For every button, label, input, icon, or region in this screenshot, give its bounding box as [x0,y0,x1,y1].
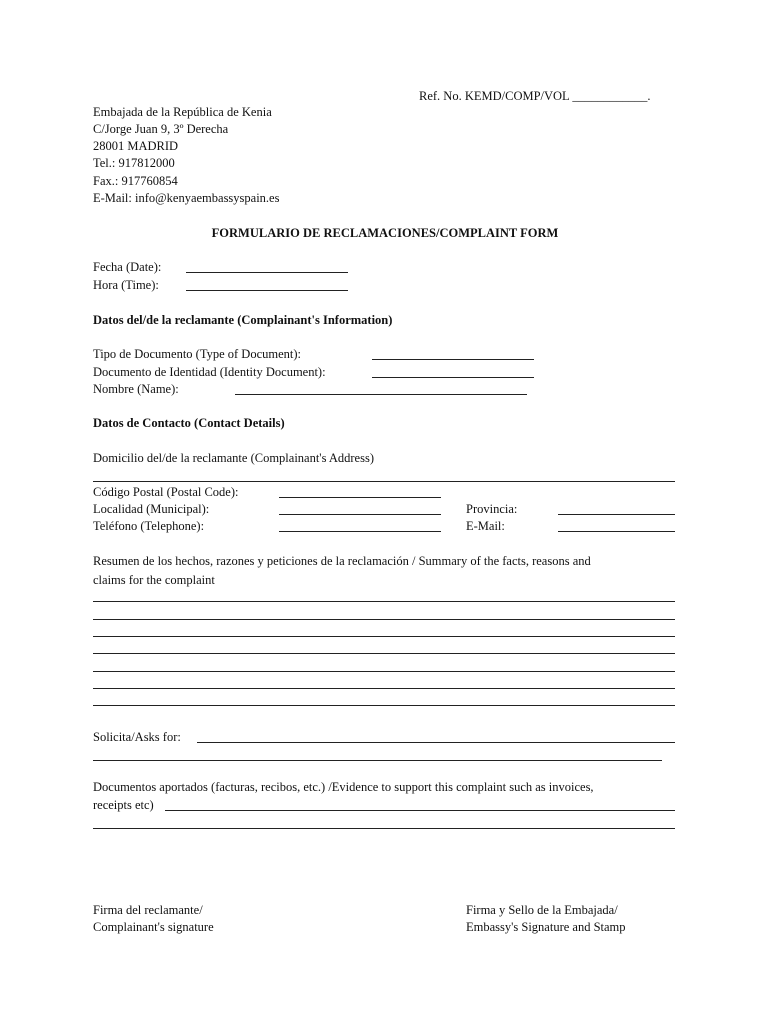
address-label: Domicilio del/de la reclamante (Complainant's Address) [93,451,374,465]
embassy-email: E-Mail: info@kenyaembassyspain.es [93,191,280,205]
evidence-field-line2[interactable] [93,828,675,829]
summary-line[interactable] [93,601,675,602]
complainant-signature-label-line2: Complainant's signature [93,920,214,934]
locality-field[interactable] [279,514,441,515]
asks-field-line2[interactable] [93,760,662,761]
embassy-street: C/Jorge Juan 9, 3º Derecha [93,122,229,136]
doc-type-label: Tipo de Documento (Type of Document): [93,347,302,361]
complainant-signature-label-line1: Firma del reclamante/ [93,903,203,917]
summary-line[interactable] [93,688,675,689]
province-field[interactable] [558,514,675,515]
summary-label-line2: claims for the complaint [93,573,215,587]
postal-code-label: Código Postal (Postal Code): [93,485,239,499]
email-label: E-Mail: [466,519,505,533]
embassy-fax: Fax.: 917760854 [93,174,178,188]
email-field[interactable] [558,531,675,532]
summary-line[interactable] [93,671,675,672]
summary-line[interactable] [93,653,675,654]
name-field[interactable] [235,394,527,395]
asks-label: Solicita/Asks for: [93,730,181,744]
contact-heading: Datos de Contacto (Contact Details) [93,416,285,430]
summary-line[interactable] [93,705,675,706]
asks-field-line1[interactable] [197,742,675,743]
embassy-signature-label-line2: Embassy's Signature and Stamp [466,920,626,934]
embassy-tel: Tel.: 917812000 [93,156,175,170]
embassy-name: Embajada de la República de Kenia [93,105,272,119]
evidence-field-line1[interactable] [165,810,675,811]
reference-number: Ref. No. KEMD/COMP/VOL ____________. [419,89,651,103]
embassy-signature-label-line1: Firma y Sello de la Embajada/ [466,903,618,917]
complainant-heading: Datos del/de la reclamante (Complainant's Information) [93,313,393,327]
address-field[interactable] [93,481,675,482]
embassy-city: 28001 MADRID [93,139,179,153]
summary-line[interactable] [93,619,675,620]
form-title: FORMULARIO DE RECLAMACIONES/COMPLAINT FORM [211,226,559,240]
doc-type-field[interactable] [372,359,534,360]
date-field[interactable] [186,272,348,273]
province-label: Provincia: [466,502,518,516]
time-field[interactable] [186,290,348,291]
name-label: Nombre (Name): [93,382,179,396]
telephone-field[interactable] [279,531,441,532]
identity-doc-label: Documento de Identidad (Identity Document): [93,365,326,379]
time-label: Hora (Time): [93,278,159,292]
evidence-label-line2: receipts etc) [93,798,154,812]
evidence-label-line1: Documentos aportados (facturas, recibos, etc.) /Evidence to support this complaint such as invoices, [93,780,594,794]
summary-label-line1: Resumen de los hechos, razones y peticiones de la reclamación / Summary of the facts, reasons and [93,554,591,568]
locality-label: Localidad (Municipal): [93,502,210,516]
telephone-label: Teléfono (Telephone): [93,519,205,533]
identity-doc-field[interactable] [372,377,534,378]
date-label: Fecha (Date): [93,260,162,274]
summary-line[interactable] [93,636,675,637]
postal-code-field[interactable] [279,497,441,498]
